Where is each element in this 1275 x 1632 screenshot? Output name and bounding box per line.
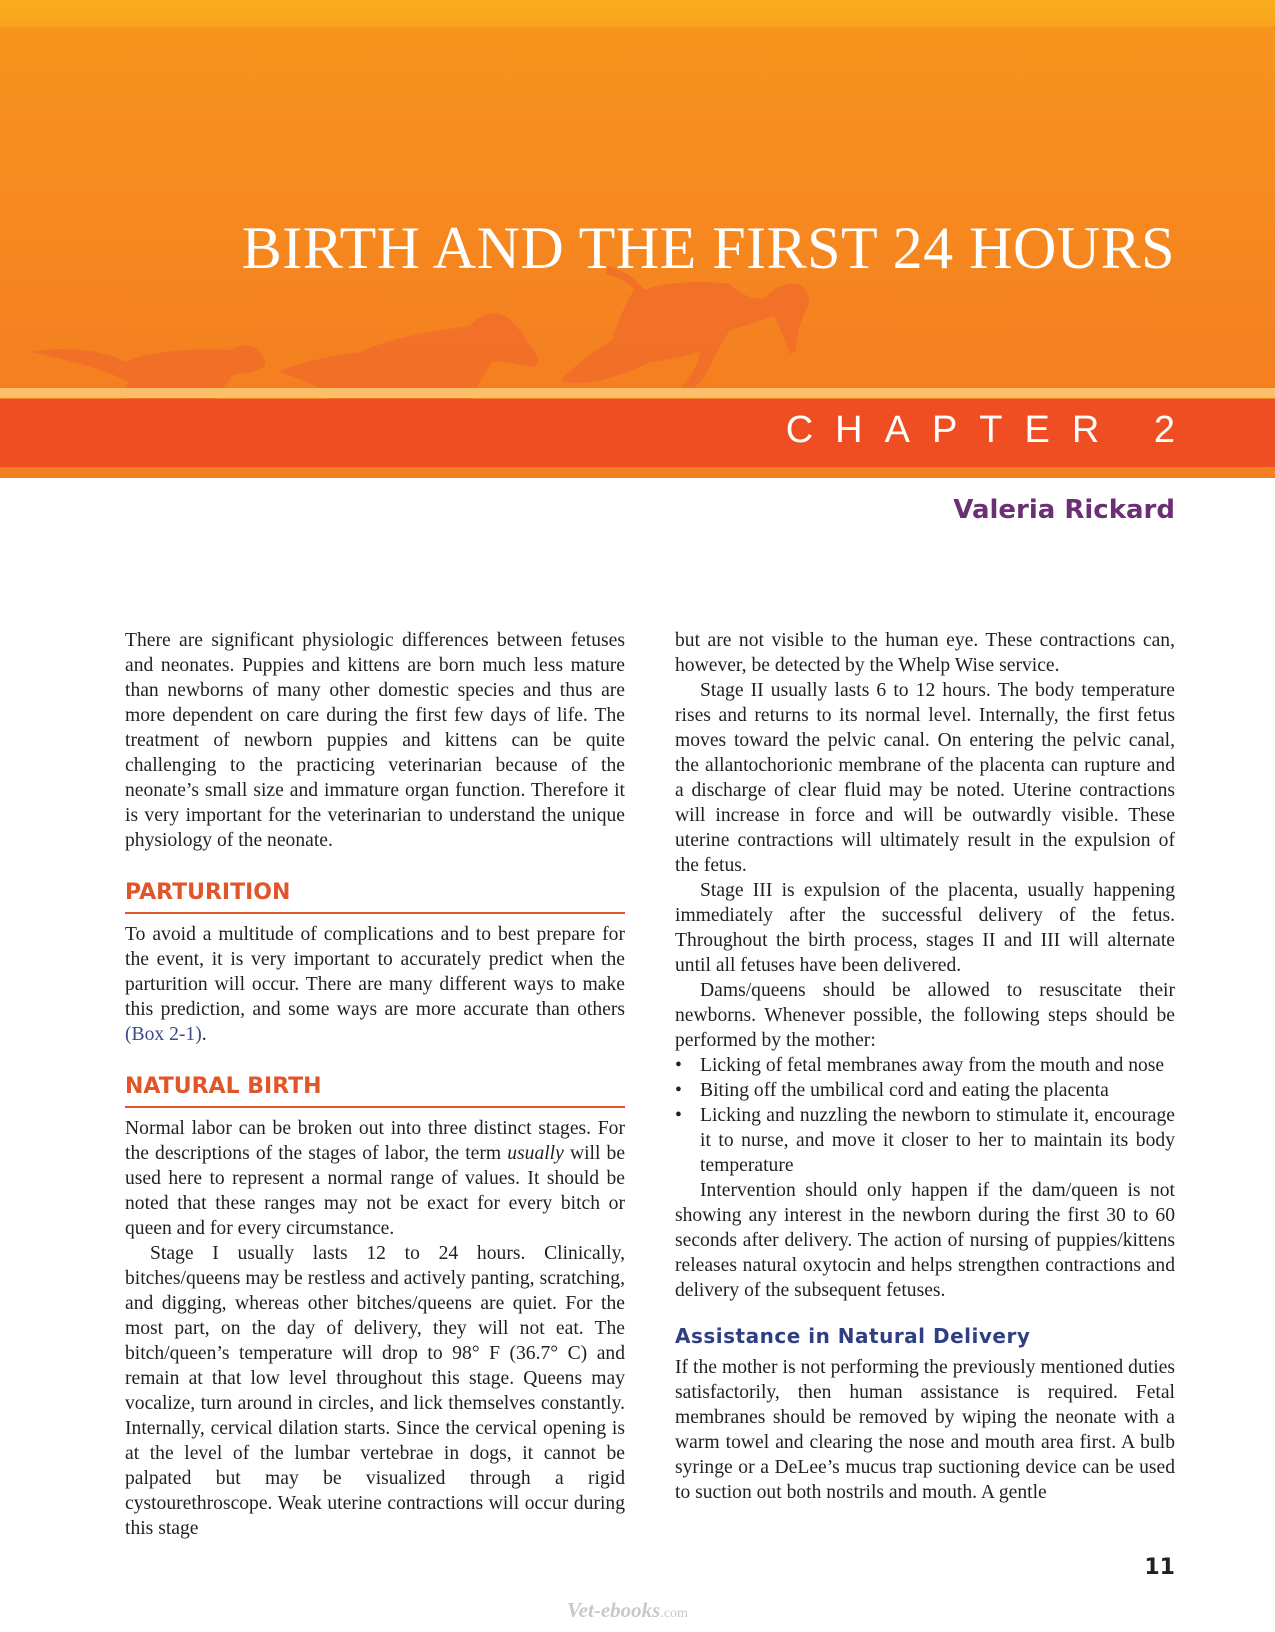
- parturition-paragraph: To avoid a multitude of complications and to best prepare for the event, it is very important to accurately predict when the parturition will occur. There are many different ways to make this prediction, and some ways are more accurate than others (Box 2-1).: [125, 924, 625, 1045]
- subsection-heading-assistance: Assistance in Natural Delivery: [675, 1324, 1031, 1348]
- stage-two-paragraph: Stage II usually lasts 6 to 12 hours. The body temperature rises and returns to its normal level. Internally, the first fetus moves toward the pelvic canal. On entering the pelvic canal, the allantochorionic membrane of the placenta can rupture and a discharge of clear fluid may be noted. Uterine contractions will increase in force and will be outwardly visible. These uterine contractions will ultimately result in the expulsion of the fetus.: [675, 680, 1175, 876]
- watermark-text: Vet-ebooks: [567, 1598, 661, 1622]
- watermark-suffix: .com: [660, 1606, 688, 1621]
- natural-birth-term: usually: [507, 1143, 564, 1164]
- chapter-word: CHAPTER: [785, 409, 1122, 451]
- list-item-text: Biting off the umbilical cord and eating the placenta: [700, 1080, 1109, 1101]
- list-item: [675, 1078, 1175, 1103]
- mother-steps-list: [675, 1053, 1175, 1178]
- section-heading-natural-birth: NATURAL BIRTH: [125, 1073, 625, 1108]
- intro-paragraph: There are significant physiologic differences between fetuses and neonates. Puppies and kittens are born much less mature than newborns of many other domestic species and thus are more dependent on care during the first few days of life. The treatment of newborn puppies and kittens can be quite challenging to the practicing veterinarian because of the neonate’s small size and immature organ function. Therefore it is very important for the veterinarian to understand the unique physiology of the neonate.: [125, 630, 625, 851]
- right-column: [675, 628, 1175, 1505]
- natural-birth-text-1: Normal labor can be broken out into three distinct stages. For the descriptions of the stages of labor, the term: [125, 1118, 625, 1164]
- chapter-title: BIRTH AND THE FIRST 24 HOURS: [241, 215, 1175, 281]
- bullet-icon: •: [675, 1080, 682, 1101]
- continued-paragraph: but are not visible to the human eye. These contractions can, however, be detected by the Whelp Wise service.: [675, 630, 1175, 676]
- section-heading-parturition: PARTURITION: [125, 879, 625, 914]
- assistance-paragraph: If the mother is not performing the previously mentioned duties satisfactorily, then human assistance is required. Fetal membranes should be removed by wiping the neonate with a warm towel and clearing the nose and mouth area first. A bulb syringe or a DeLee’s mucus trap suctioning device can be used to suction out both nostrils and mouth. A gentle: [675, 1357, 1175, 1503]
- list-item: [675, 1103, 1175, 1178]
- stage-one-paragraph: Stage I usually lasts 12 to 24 hours. Clinically, bitches/queens may be restless and actively panting, scratching, and digging, whereas other bitches/queens are quiet. For the most part, on the day of delivery, they will not eat. The bitch/queen’s temperature will drop to 98° F (36.7° C) and remain at that low level throughout this stage. Queens may vocalize, turn around in circles, and lick themselves constantly. Internally, cervical dilation starts. Since the cervical opening is at the level of the lumbar vertebrae in dogs, it cannot be palpated but may be visualized through a rigid cystourethroscope. Weak uterine contractions will occur during this stage: [125, 1243, 625, 1539]
- box-reference-link[interactable]: (Box 2-1): [125, 1024, 202, 1045]
- list-item-text: Licking of fetal membranes away from the mouth and nose: [700, 1055, 1165, 1076]
- banner-bottom-stripe: [0, 467, 1275, 478]
- author-name: Valeria Rickard: [953, 495, 1175, 525]
- bullet-icon: •: [675, 1055, 682, 1076]
- list-item: [675, 1053, 1175, 1078]
- page-number: 11: [1144, 1555, 1175, 1580]
- chapter-label: [786, 404, 1175, 456]
- intervention-paragraph: Intervention should only happen if the dam/queen is not showing any interest in the newborn during the first 30 to 60 seconds after delivery. The action of nursing of puppies/kittens releases natural oxytocin and helps strengthen contractions and delivery of the subsequent fetuses.: [675, 1180, 1175, 1301]
- natural-birth-text-2: will be used here to represent a normal range of values. It should be noted that these ranges may not be exact for every bitch or queen and for every circumstance.: [125, 1143, 626, 1239]
- banner-pale-stripe: [0, 388, 1275, 398]
- left-column: [125, 628, 625, 1541]
- natural-birth-paragraph: [125, 1116, 625, 1241]
- dams-paragraph: Dams/queens should be allowed to resuscitate their newborns. Whenever possible, the following steps should be performed by the mother:: [675, 980, 1175, 1051]
- chapter-number: 2: [1153, 409, 1175, 451]
- watermark-logo: [567, 1598, 688, 1623]
- stage-three-paragraph: Stage III is expulsion of the placenta, usually happening immediately after the successful delivery of the fetus. Throughout the birth process, stages II and III will alternate until all fetuses have been delivered.: [675, 880, 1175, 976]
- parturition-text: To avoid a multitude of complications and to best prepare for the event, it is very important to accurately predict when the parturition will occur. There are many different ways to make this prediction, and some ways are more accurate than others: [125, 924, 625, 1020]
- list-item-text: Licking and nuzzling the newborn to stimulate it, encourage it to nurse, and move it closer to her to maintain its body temperature: [700, 1105, 1175, 1176]
- bullet-icon: •: [675, 1105, 682, 1126]
